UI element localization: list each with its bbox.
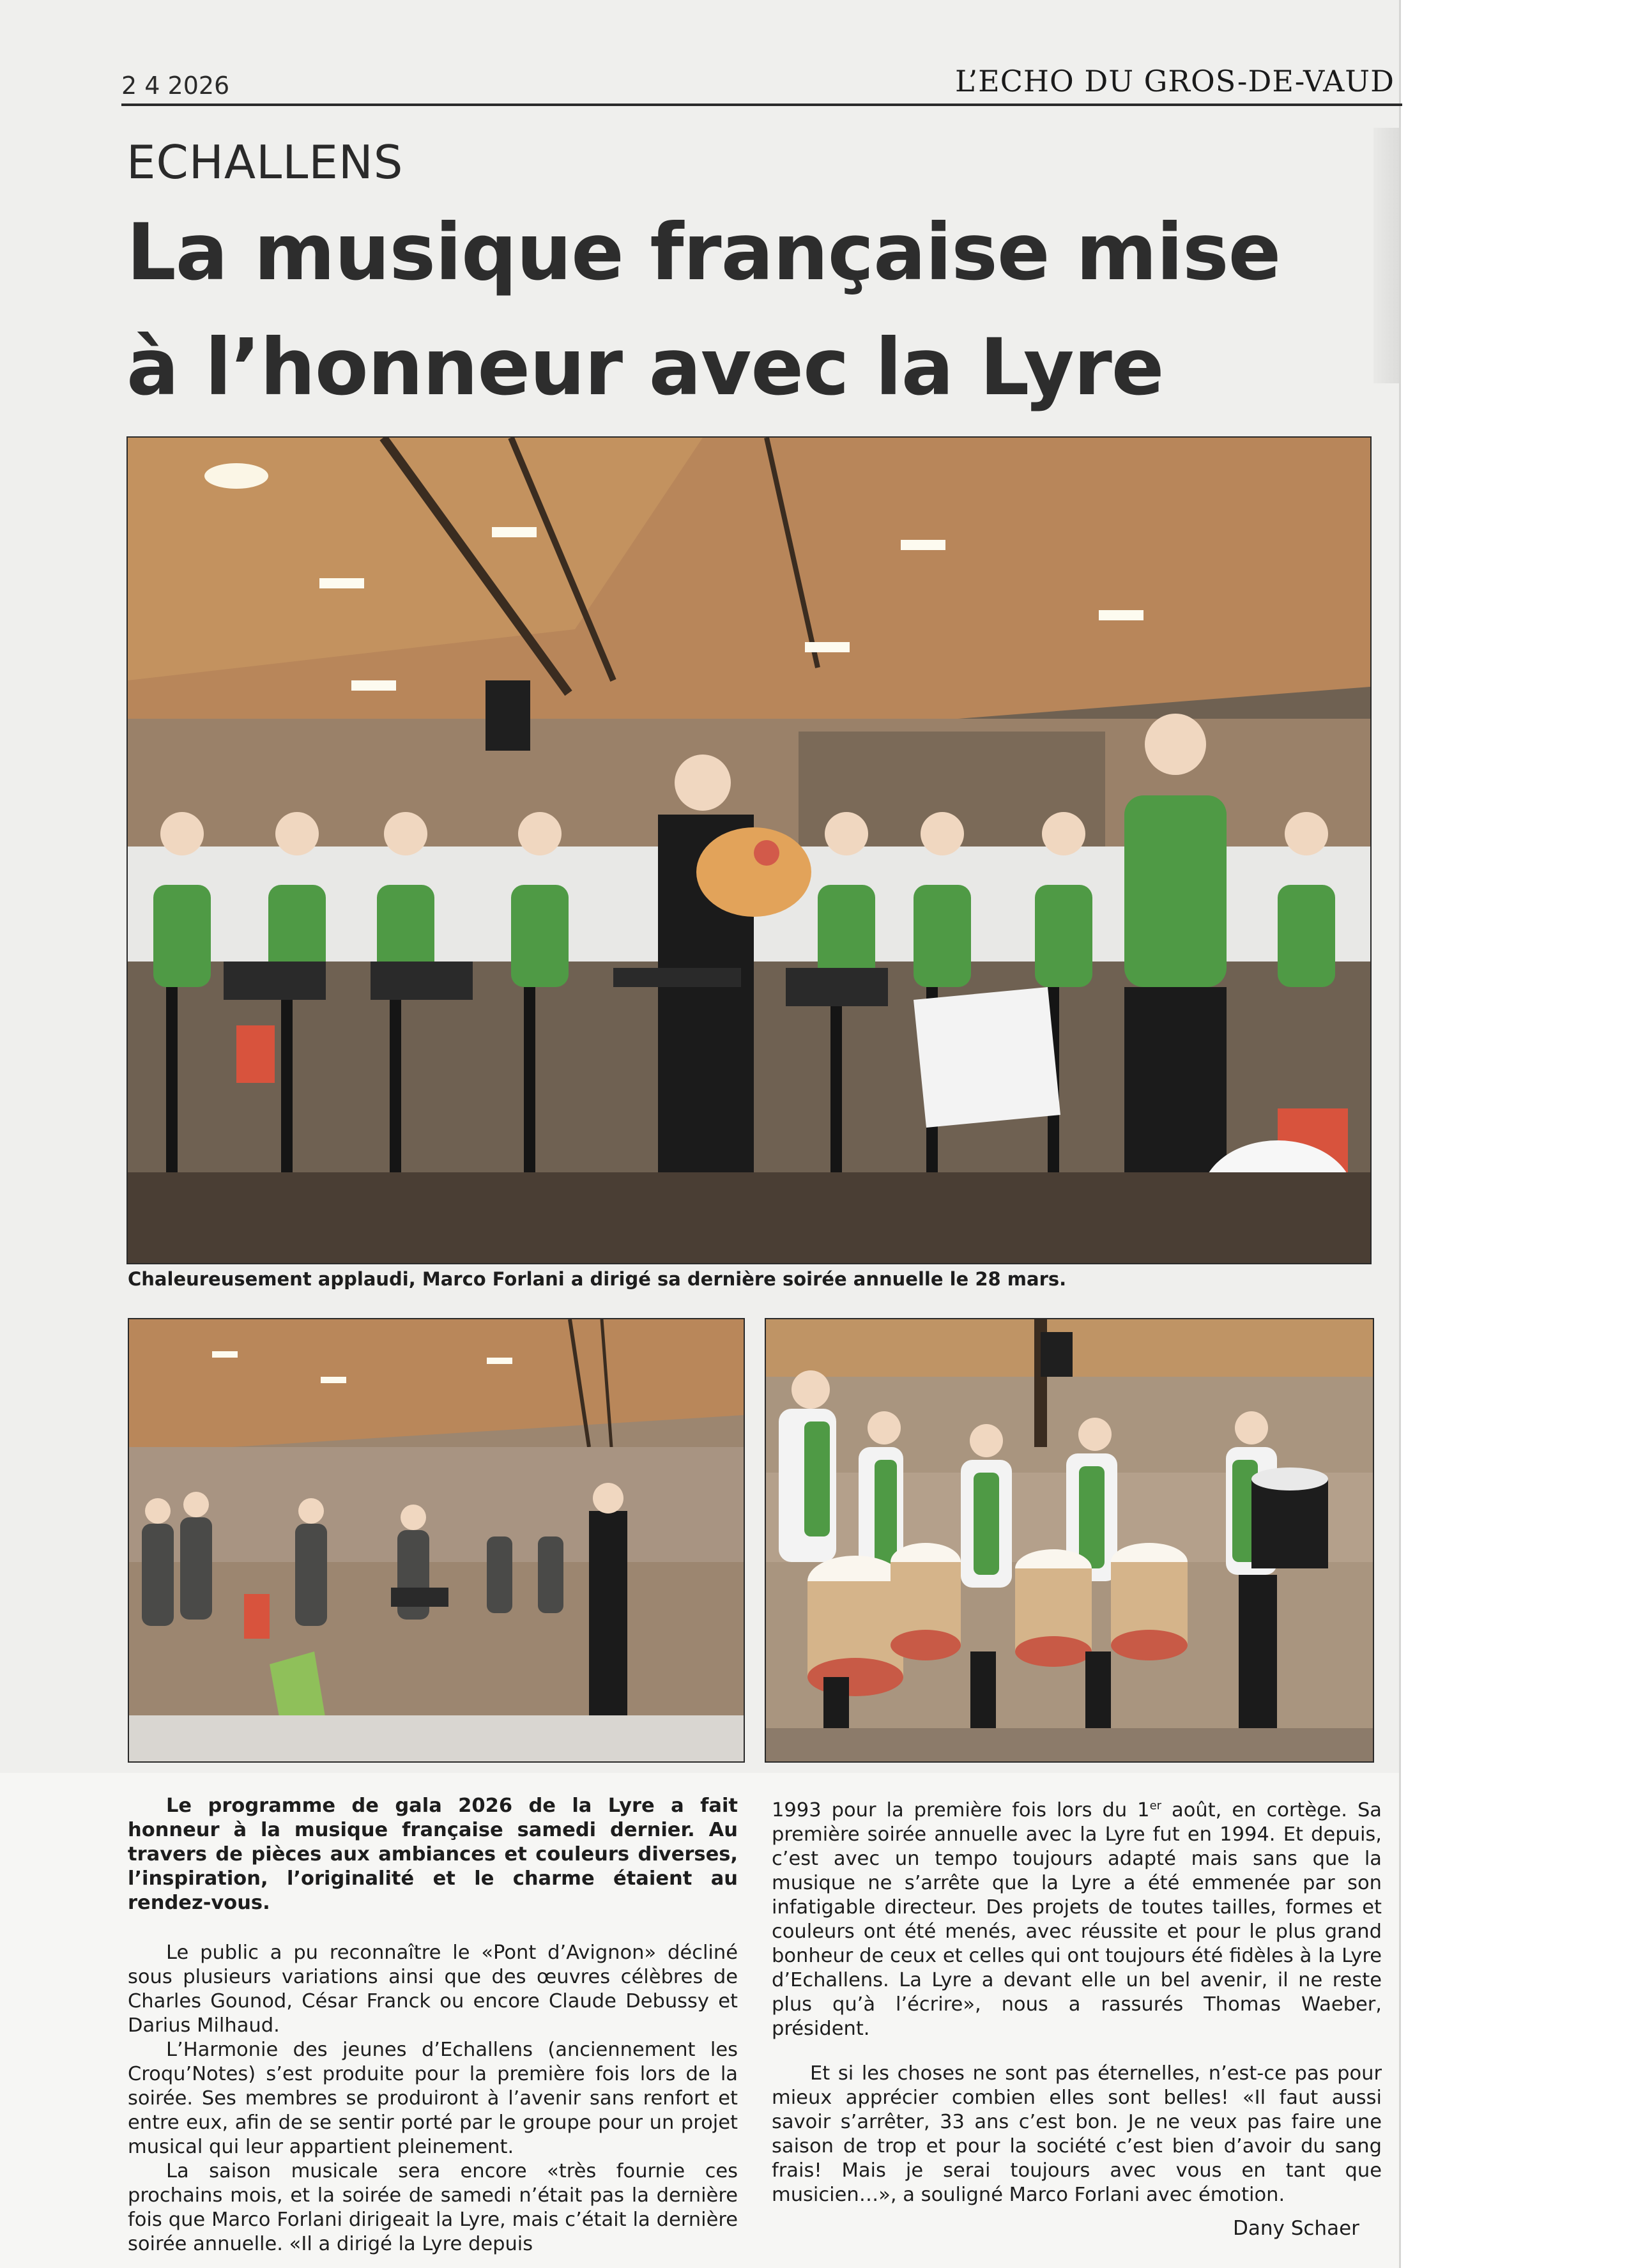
- orchestra-applause-image: [128, 438, 1370, 1263]
- page-edge-shadow: [1373, 128, 1399, 383]
- article-paragraph: La saison musicale sera encore «très fournie ces prochains mois, et la soirée de samedi n’était pas la dernière fois que Marco Forlani dirigeait la Lyre, mais c’était la dernière soirée annuelle. «Il a dirigé la Lyre depuis: [128, 2160, 738, 2255]
- main-photo: [126, 436, 1372, 1264]
- header-rule: [121, 103, 1402, 106]
- publication-masthead: L’ECHO DU GROS-DE-VAUD: [955, 64, 1395, 98]
- article-headline: [126, 195, 1372, 425]
- article-paragraph: Et si les choses ne sont pas éternelles, n’est-ce pas pour mieux apprécier combien elles sont belles! «Il faut aussi savoir s’arrêter, 33 ans c’est bon. Je ne veux pas faire une saison de trop et pour la société c’est bien d’avoir du sang frais! Mais je serai toujours avec vous en tant que musicien…», a souligné Marco Forlani avec émotion.: [772, 2062, 1382, 2207]
- ordinal-suffix: er: [1149, 1799, 1162, 1812]
- youth-ensemble-image: [129, 1319, 744, 1761]
- drummers-photo: [765, 1318, 1374, 1763]
- article-paragraph: Le public a pu reconnaître le «Pont d’Avignon» décliné sous plusieurs variations ainsi que des œuvres célèbres de Charles Gounod, César Franck ou encore Claude Debussy et Darius Milhaud.: [128, 1942, 738, 2037]
- article-paragraph-continued: [772, 1794, 1382, 2041]
- youth-ensemble-photo: [128, 1318, 745, 1763]
- article-lead: Le programme de gala 2026 de la Lyre a fait honneur à la musique française samedi dernier. Au travers de pièces aux ambiances et couleurs diverses, l’inspiration, l’originalité et le charme étaient au rendez-vous.: [128, 1795, 738, 1914]
- drummers-image: [766, 1319, 1373, 1761]
- text-run: août, en cortège. Sa première soirée annuelle avec la Lyre fut en 1994. Et depuis, c’est avec un tempo toujours adapté mais sans que la musique ne s’arrête que la Lyre a été emmenée par son infatigable directeur. Des projets de toutes tailles, formes et couleurs ont été menés, avec réussite et pour le plus grand bonheur de ceux et celles qui ont toujours été fidèles à la Lyre d’Echallens. La Lyre a devant elle un bel avenir, il ne reste plus qu’à l’écrire», nous a rassurés Thomas Waeber, président.: [772, 1799, 1382, 2041]
- headline-line-1: La musique française mise: [126, 207, 1281, 298]
- headline-line-2: à l’honneur avec la Lyre: [126, 322, 1164, 413]
- issue-date: 2 4 2026: [121, 72, 230, 100]
- article-column-left: [128, 1794, 738, 2257]
- article-paragraph: L’Harmonie des jeunes d’Echallens (anciennement les Croqu’Notes) s’est produite pour la première fois lors de la soirée. Ses membres se produiront à l’avenir sans renfort et entre eux, afin de se sentir porté par le groupe pour un projet musical qui leur appartient pleinement.: [128, 2039, 738, 2158]
- article-kicker: ECHALLENS: [126, 135, 404, 189]
- article-column-right: [772, 1794, 1382, 2207]
- main-photo-caption: Chaleureusement applaudi, Marco Forlani a dirigé sa dernière soirée annuelle le 28 mars.: [128, 1268, 1067, 1290]
- article-author: Dany Schaer: [1233, 2217, 1359, 2240]
- text-run: 1993 pour la première fois lors du 1: [772, 1799, 1150, 1822]
